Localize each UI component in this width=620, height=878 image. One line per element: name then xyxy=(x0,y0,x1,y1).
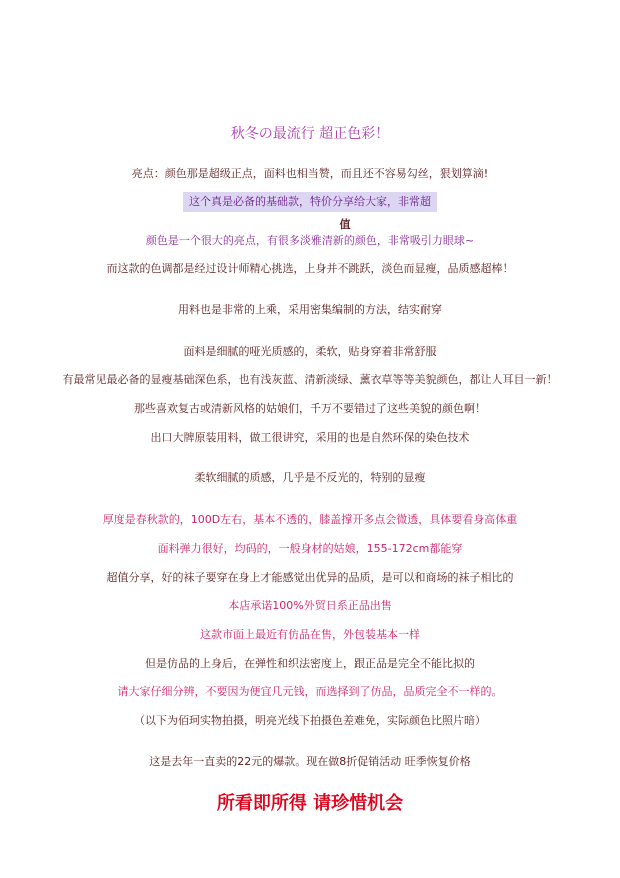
text-line: （以下为佰珂实物拍摄，明亮光线下拍摄色差难免，实际颜色比照片暗） xyxy=(134,714,486,727)
text-line: 面料是细腻的哑光质感的，柔软，贴身穿着非常舒服 xyxy=(183,345,437,358)
text-line: 面料弹力很好，均码的，一般身材的姑娘，155-172cm都能穿 xyxy=(157,542,463,555)
featured-box-tail: 值 xyxy=(339,218,351,231)
text-line: 而这款的色调都是经过设计师精心挑选，上身并不跳跃，淡色而显瘦，品质感超棒！ xyxy=(106,262,514,275)
text-line: 本店承诺100%外贸日系正品出售 xyxy=(228,599,392,612)
closing-slogan: 所看即所得 请珍惜机会 xyxy=(216,793,404,814)
text-line: 有最常见最必备的显瘦基础深色系，也有浅灰蓝、清新淡绿、薰衣草等等美貌颜色，都让人耳目一新！ xyxy=(62,373,558,386)
text-line: 这款市面上最近有仿品在售，外包装基本一样 xyxy=(200,628,420,641)
featured-box: 这个真是必备的基础款，特价分享给大家，非常超 xyxy=(183,192,437,212)
page-title: 秋冬の最流行 超正色彩！ xyxy=(230,126,390,142)
text-line: 但是仿品的上身后，在弹性和织法密度上，跟正品是完全不能比拟的 xyxy=(145,657,475,670)
text-line: 请大家仔细分辨，不要因为便宜几元钱，而选择到了仿品，品质完全不一样的。 xyxy=(117,685,503,698)
text-line: 出口大牌原装用料，做工很讲究，采用的也是自然环保的染色技术 xyxy=(150,431,470,444)
text-line: 厚度是春秋款的，100D左右，基本不透的，膝盖撑开多点会微透，具体要看身高体重 xyxy=(102,513,518,526)
text-line: 颜色是一个很大的亮点，有很多淡雅清新的颜色，非常吸引力眼球~ xyxy=(145,234,475,247)
text-line: 这是去年一直卖的22元的爆款。现在做8折促销活动 旺季恢复价格 xyxy=(149,755,471,768)
text-line: 柔软细腻的质感，几乎是不反光的，特别的显瘦 xyxy=(194,471,426,484)
text-line: 用料也是非常的上乘，采用密集编制的方法，结实耐穿 xyxy=(178,303,442,316)
text-line: 那些喜欢复古或清新风格的姑娘们，千万不要错过了这些美貌的颜色啊！ xyxy=(134,402,486,415)
featured-box-line xyxy=(0,192,620,212)
text-line: 超值分享，好的袜子要穿在身上才能感觉出优异的品质，是可以和商场的袜子相比的 xyxy=(106,571,514,584)
highlight-line: 亮点：颜色那是超级正点，面料也相当赞，而且还不容易勾丝，狠划算滴! xyxy=(131,167,489,180)
